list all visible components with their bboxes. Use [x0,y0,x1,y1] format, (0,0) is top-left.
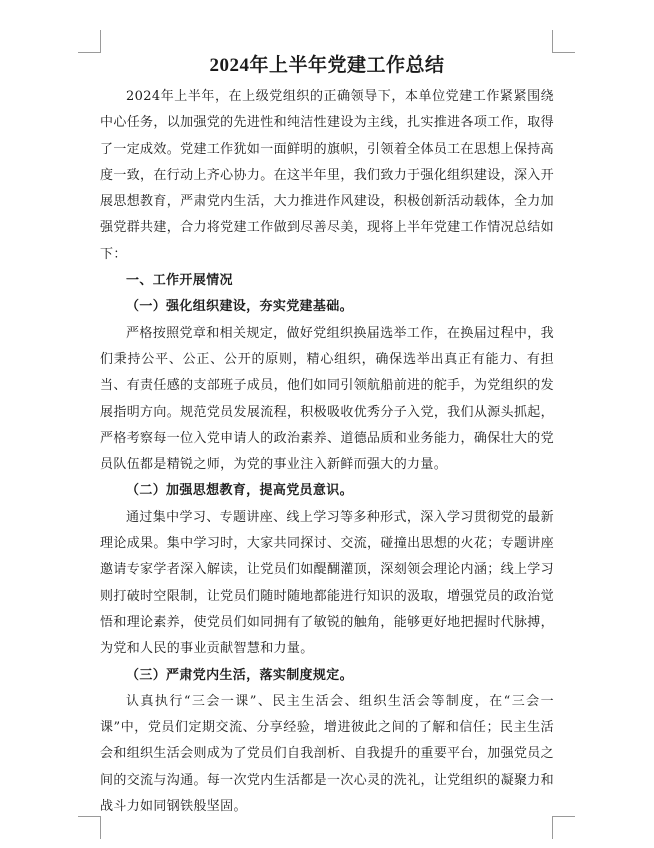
subsection-heading-1: （一）强化组织建设，夯实党建基础。 [126,299,353,315]
crop-mark-top-left [78,30,101,53]
subsection-2-paragraph: 通过集中学习、专题讲座、线上学习等多种形式，深入学习贯彻党的最新理论成果。集中学习时，大家共同探讨、交流，碰撞出思想的火花；专题讲座邀请专家学者深入解读，让党员们如醍醐灌顶，深刻领会理论内涵；线上学习则打破时空限制，让党员们随时随地都能进行知识的汲取，增强党员的政治觉悟和理论素养，使党员们如同拥有了敏锐的触角，能够更好地把握时代脉搏，为党和人民的事业贡献智慧和力量。 [100,509,554,657]
subsection-1-paragraph: 严格按照党章和相关规定，做好党组织换届选举工作，在换届过程中，我们秉持公平、公正、公开的原则，精心组织，确保选举出真正有能力、有担当、有责任感的支部班子成员，他们如同引领航船前进的舵手，为党组织的发展指明方向。规范党员发展流程，积极吸收优秀分子入党，我们从源头抓起，严格考察每一位入党申请人的政治素养、道德品质和业务能力，确保壮大的党员队伍都是精锐之师，为党的事业注入新鲜而强大的力量。 [100,325,554,473]
section-heading-1: 一、工作开展情况 [126,273,233,289]
intro-paragraph: 2024年上半年，在上级党组织的正确领导下，本单位党建工作紧紧围绕中心任务，以加强党的先进性和纯洁性建设为主线，扎实推进各项工作，取得了一定成效。党建工作犹如一面鲜明的旗帜，引领着全体员工在思想上保持高度一致，在行动上齐心协力。在这半年里，我们致力于强化组织建设，深入开展思想教育，严肃党内生活，大力推进作风建设，积极创新活动载体，全力加强党群共建，合力将党建工作做到尽善尽美，现将上半年党建工作情况总结如下： [100,89,554,262]
crop-mark-bottom-right [552,816,575,839]
document-body[interactable] [100,52,554,820]
crop-mark-top-right [552,30,575,53]
document-title: 2024年上半年党建工作总结 [209,55,445,76]
subsection-heading-3: （三）严肃党内生活，落实制度规定。 [126,667,353,683]
subsection-heading-2: （二）加强思想教育，提高党员意识。 [126,483,353,499]
subsection-3-paragraph: 认真执行“三会一课”、民主生活会、组织生活会等制度，在“三会一课”中，党员们定期交流、分享经验，增进彼此之间的了解和信任；民主生活会和组织生活会则成为了党员们自我剖析、自我提升的重要平台，加强党员之间的交流与沟通。每一次党内生活都是一次心灵的洗礼，让党组织的凝聚力和战斗力如同钢铁般坚固。 [100,693,554,815]
crop-mark-bottom-left [78,816,101,839]
